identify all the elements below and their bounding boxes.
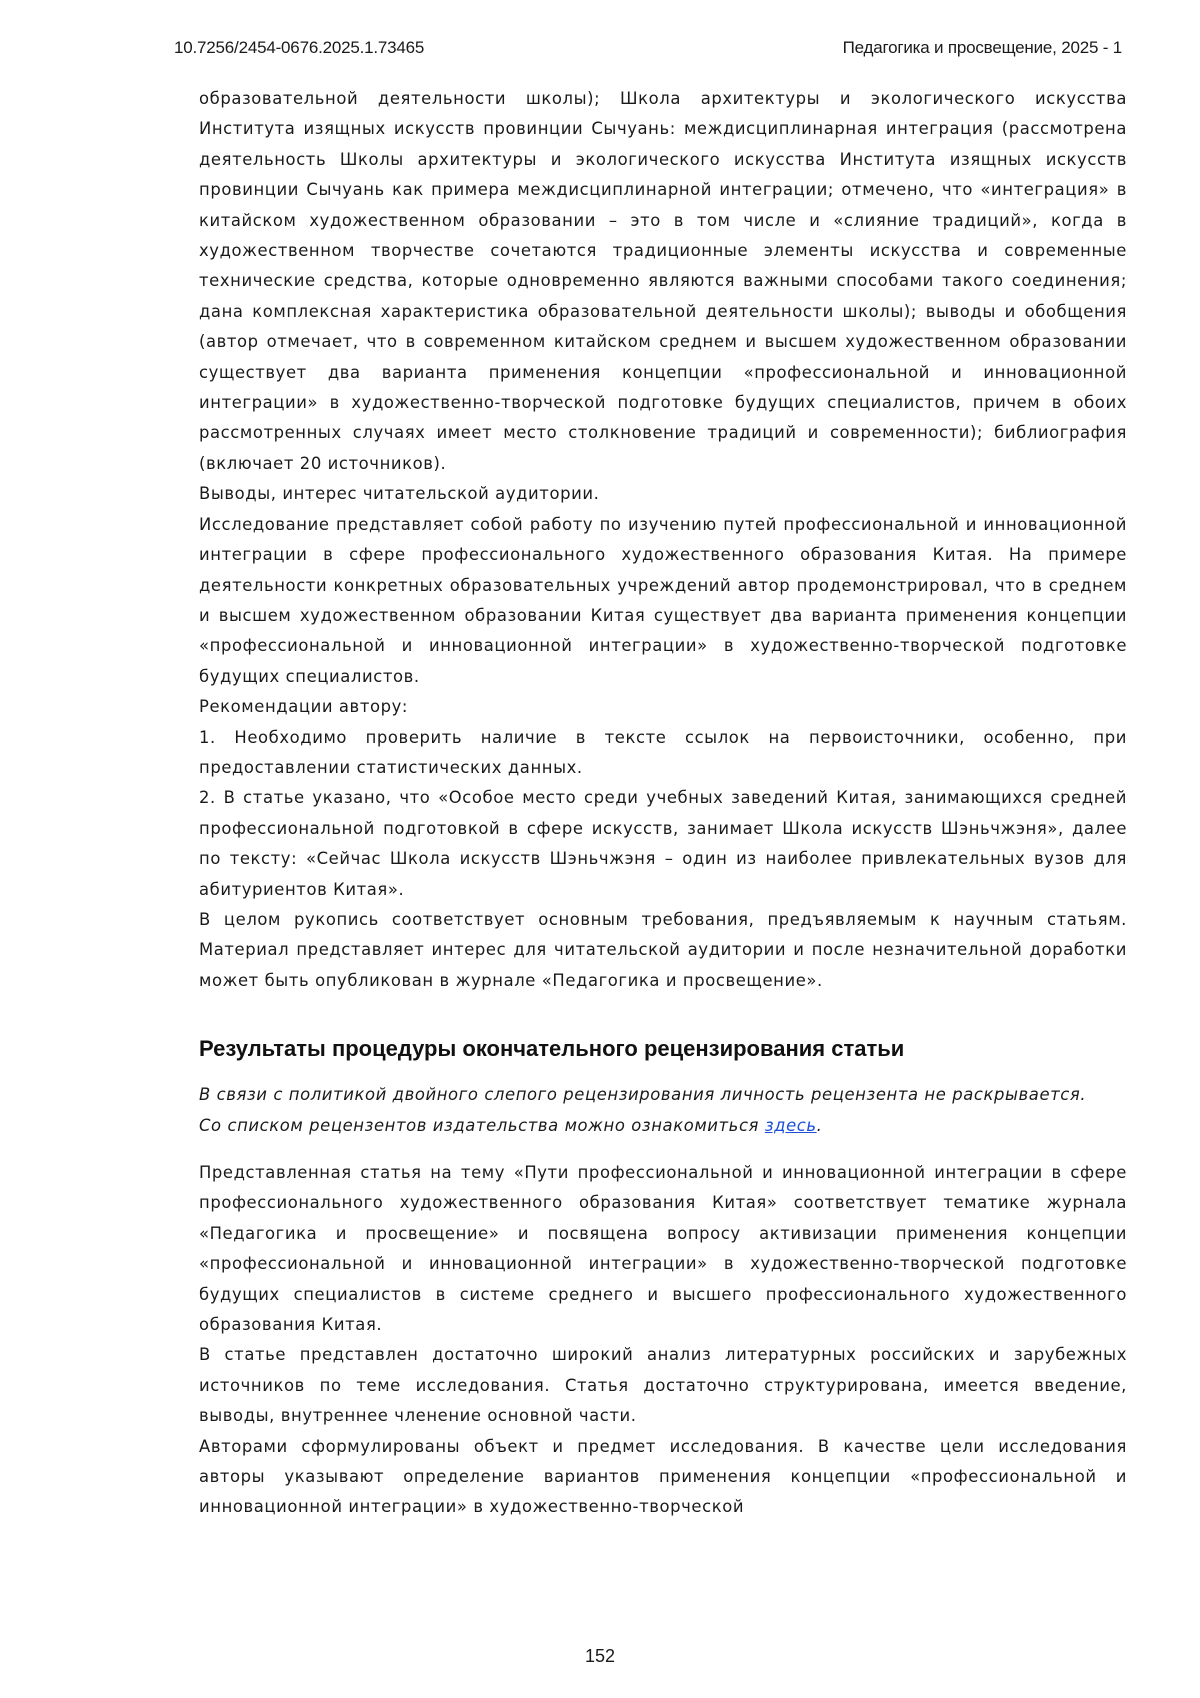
reviewers-list-link[interactable]: здесь xyxy=(764,1115,817,1135)
page-number: 152 xyxy=(584,1646,616,1666)
anonymity-notice: В связи с политикой двойного слепого рецензирования личность рецензента не раскрывается. xyxy=(199,1085,1087,1105)
reviewer-notice xyxy=(199,1080,1127,1141)
review-paragraph: Исследование представляет собой работу по изучению путей профессиональной и инновационной интеграции в сфере профессионального художественного образования Китая. На примере деятельности конкретных образовательных учреждений автор продемонстрировал, что в среднем и высшем художественном образовании Китая существует два варианта применения концепции «профессиональной и инновационной интеграции» в художественно-творческой подготовке будущих специалистов. xyxy=(199,514,1127,686)
final-review-section xyxy=(199,1158,1127,1523)
doi-label: 10.7256/2454-0676.2025.1.73465 xyxy=(174,38,425,57)
review-paragraph: 2. В статье указано, что «Особое место среди учебных заведений Китая, занимающихся средней профессиональной подготовкой в сфере искусств, занимает Школа искусств Шэньчжэня», далее по тексту: «Сейчас Школа искусств Шэньчжэня – один из наиболее привлекательных вузов для абитуриентов Китая». xyxy=(199,788,1127,899)
reviewers-list-period: . xyxy=(816,1115,823,1135)
review-paragraph: Рекомендации автору: xyxy=(199,697,409,717)
spacer xyxy=(199,1141,1127,1158)
final-review-paragraph: В статье представлен достаточно широкий анализ литературных российских и зарубежных источников по теме исследования. Статья достаточно структурирована, имеется введение, выводы, внутреннее членение основной части. xyxy=(199,1345,1127,1426)
reviewers-list-text: Со списком рецензентов издательства можно ознакомиться xyxy=(199,1115,765,1135)
final-review-paragraph: Авторами сформулированы объект и предмет исследования. В качестве цели исследования авторы указывают определение вариантов применения концепции «профессиональной и инновационной интеграции» в художественно-творческой xyxy=(199,1436,1127,1517)
reviewers-list-notice xyxy=(199,1111,1127,1141)
final-review-paragraph: Представленная статья на тему «Пути профессиональной и инновационной интеграции в сфере профессионального художественного образования Китая» соответствует тематике журнала «Педагогика и просвещение» и посвящена вопросу активизации применения концепции «профессиональной и инновационной интеграции» в художественно-творческой подготовке будущих специалистов в системе среднего и высшего профессионального художественного образования Китая. xyxy=(199,1163,1127,1335)
journal-issue-label: Педагогика и просвещение, 2025 - 1 xyxy=(842,38,1122,57)
running-header xyxy=(174,38,1122,62)
review-section xyxy=(199,84,1127,996)
review-paragraph: 1. Необходимо проверить наличие в тексте ссылок на первоисточники, особенно, при предоставлении статистических данных. xyxy=(199,727,1127,777)
section-title: Результаты процедуры окончательного рецензирования статьи xyxy=(199,1036,905,1062)
review-paragraph: В целом рукопись соответствует основным требования, предъявляемым к научным статьям. Материал представляет интерес для читательской аудитории и после незначительной доработки может быть опубликован в журнале «Педагогика и просвещение». xyxy=(199,909,1127,990)
review-paragraph: образовательной деятельности школы); Школа архитектуры и экологического искусства Института изящных искусств провинции Сычуань: междисциплинарная интеграция (рассмотрена деятельность Школы архитектуры и экологического искусства Института изящных искусств провинции Сычуань как примера междисциплинарной интеграции; отмечено, что «интеграция» в китайском художественном образовании – это в том числе и «слияние традиций», когда в художественном творчестве сочетаются традиционные элементы искусства и современные технические средства, которые одновременно являются важными способами такого соединения; дана комплексная характеристика образовательной деятельности школы); выводы и обобщения (автор отмечает, что в современном китайском среднем и высшем художественном образовании существует два варианта применения концепции «профессиональной и инновационной интеграции» в художественно-творческой подготовке будущих специалистов, причем в обоих рассмотренных случаях имеет место столкновение традиций и современности); библиография (включает 20 источников). xyxy=(199,89,1127,473)
review-paragraph: Выводы, интерес читательской аудитории. xyxy=(199,484,600,504)
article-body xyxy=(199,84,1127,1523)
